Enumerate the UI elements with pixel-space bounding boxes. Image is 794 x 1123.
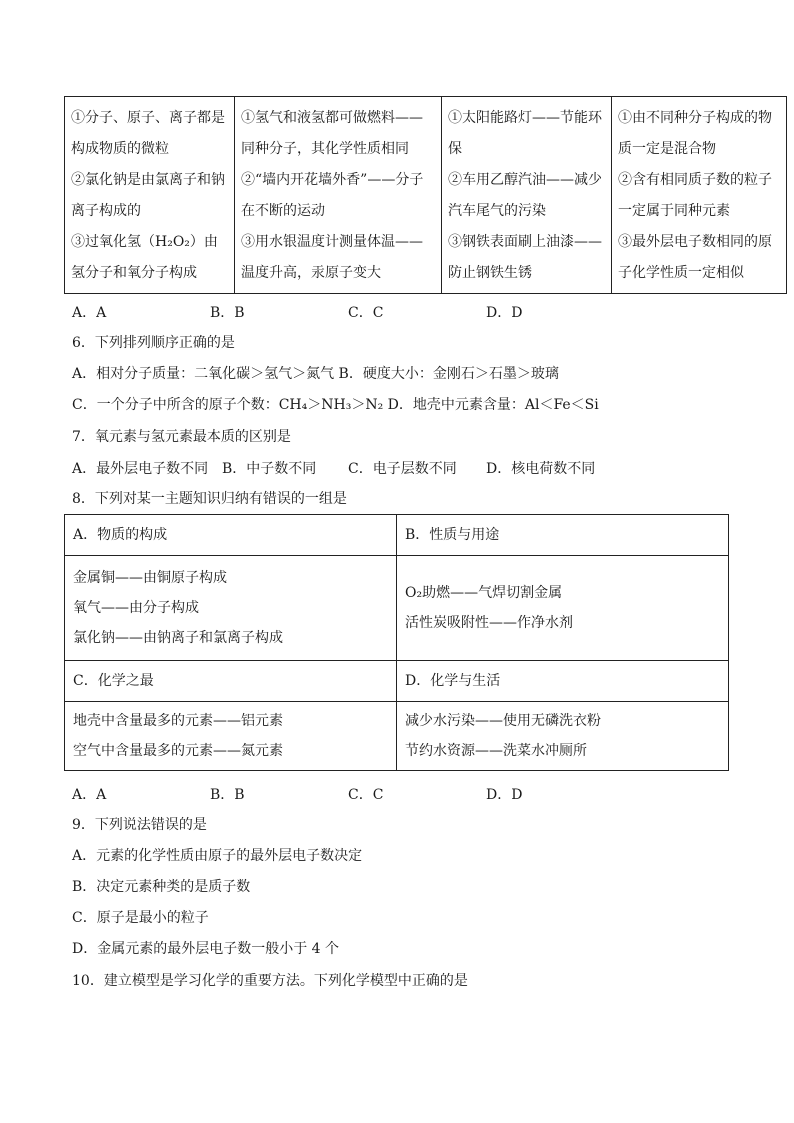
q7-stem: 7．氧元素与氢元素最本质的区别是	[72, 429, 291, 445]
q8-c-line1: 地壳中含量最多的元素——铝元素	[73, 713, 283, 729]
q8-table	[64, 514, 729, 771]
q5-cell-d	[612, 97, 787, 294]
q8-c-line2: 空气中含量最多的元素——氮元素	[73, 743, 283, 759]
q8-c-content	[65, 702, 397, 771]
q8-option-a[interactable]: A．A	[72, 787, 107, 803]
q9-option-a[interactable]: A．元素的化学性质由原子的最外层电子数决定	[72, 848, 363, 864]
q8-a-line2: 氧气——由分子构成	[73, 600, 199, 616]
q5-a-line1: ①分子、原子、离子都是构成物质的微粒	[71, 110, 225, 157]
q5-d-line2: ②含有相同质子数的粒子一定属于同种元素	[618, 172, 772, 219]
q7-option-a[interactable]: A．最外层电子数不同	[72, 461, 209, 477]
q5-cell-b	[235, 97, 442, 294]
q8-b-content	[397, 556, 729, 661]
q5-a-line3: ③过氧化氢（H₂O₂）由氢分子和氧分子构成	[71, 234, 218, 281]
q9-option-c[interactable]: C．原子是最小的粒子	[72, 910, 209, 926]
q7-option-c[interactable]: C．电子层数不同	[348, 461, 457, 477]
q8-a-line1: 金属铜——由铜原子构成	[73, 570, 227, 586]
q5-d-line1: ①由不同种分子构成的物质一定是混合物	[618, 110, 772, 157]
q5-b-line3: ③用水银温度计测量体温——温度升高，汞原子变大	[241, 234, 423, 281]
q5-table	[64, 96, 787, 294]
q5-b-line2: ②“墙内开花墙外香”——分子在不断的运动	[241, 172, 424, 219]
q5-a-line2: ②氯化钠是由氯离子和钠离子构成的	[71, 172, 225, 219]
q8-option-b[interactable]: B．B	[210, 787, 245, 803]
q5-option-a[interactable]: A．A	[72, 305, 107, 321]
q9-option-d[interactable]: D．金属元素的最外层电子数一般小于 4 个	[72, 941, 340, 957]
q8-option-d[interactable]: D．D	[486, 787, 523, 803]
q5-d-line3: ③最外层电子数相同的原子化学性质一定相似	[618, 234, 772, 281]
q8-d-line2: 节约水资源——洗菜水冲厕所	[405, 743, 587, 759]
q10-stem: 10．建立模型是学习化学的重要方法。下列化学模型中正确的是	[72, 973, 468, 989]
q5-c-line3: ③钢铁表面刷上油漆——防止钢铁生锈	[448, 234, 602, 281]
q8-c-title: C．化学之最	[65, 661, 397, 702]
q5-c-line1: ①太阳能路灯——节能环保	[448, 110, 602, 157]
q8-b-line1: O₂助燃——气焊切割金属	[405, 585, 563, 601]
q8-stem: 8．下列对某一主题知识归纳有错误的一组是	[72, 491, 347, 507]
q8-b-title: B．性质与用途	[397, 515, 729, 556]
q8-option-c[interactable]: C．C	[348, 787, 384, 803]
q5-option-c[interactable]: C．C	[348, 305, 384, 321]
q8-d-content	[397, 702, 729, 771]
q8-d-title: D．化学与生活	[397, 661, 729, 702]
q5-c-line2: ②车用乙醇汽油——减少汽车尾气的污染	[448, 172, 602, 219]
q5-cell-a	[65, 97, 235, 294]
q6-stem: 6．下列排列顺序正确的是	[72, 335, 235, 351]
q5-option-b[interactable]: B．B	[210, 305, 245, 321]
q7-option-d[interactable]: D．核电荷数不同	[486, 461, 596, 477]
q6-options-line1[interactable]: A．相对分子质量：二氧化碳＞氢气＞氮气 B．硬度大小：金刚石＞石墨＞玻璃	[72, 366, 559, 382]
q5-cell-c	[442, 97, 612, 294]
q9-stem: 9．下列说法错误的是	[72, 817, 207, 833]
q8-a-title: A．物质的构成	[65, 515, 397, 556]
q5-option-d[interactable]: D．D	[486, 305, 523, 321]
q7-option-b[interactable]: B．中子数不同	[222, 461, 317, 477]
q8-d-line1: 减少水污染——使用无磷洗衣粉	[405, 713, 601, 729]
q5-b-line1: ①氢气和液氢都可做燃料——同种分子，其化学性质相同	[241, 110, 423, 157]
q8-a-content	[65, 556, 397, 661]
q8-b-line2: 活性炭吸附性——作净水剂	[405, 615, 573, 631]
q9-option-b[interactable]: B．决定元素种类的是质子数	[72, 879, 251, 895]
q8-a-line3: 氯化钠——由钠离子和氯离子构成	[73, 630, 283, 646]
q6-options-line2[interactable]: C．一个分子中所含的原子个数：CH₄＞NH₃＞N₂ D．地壳中元素含量：Al＜Fe＜Si	[72, 397, 599, 413]
